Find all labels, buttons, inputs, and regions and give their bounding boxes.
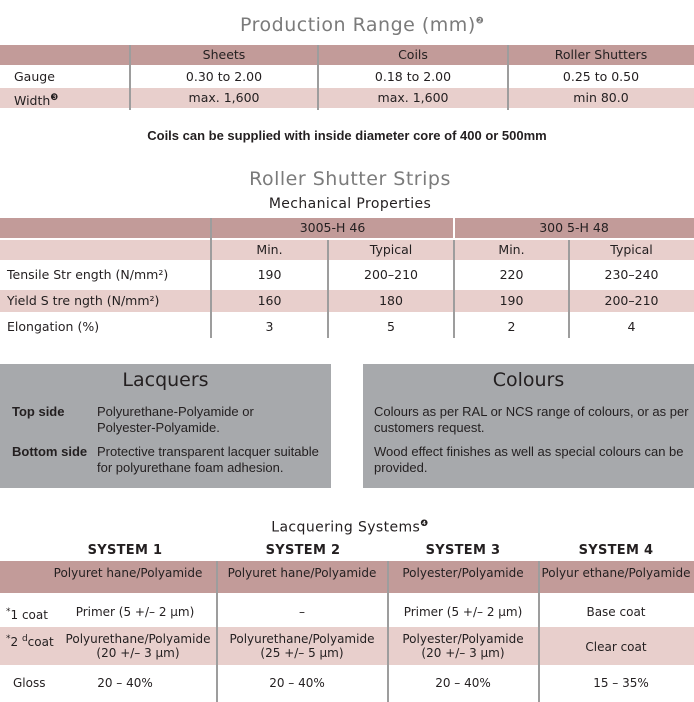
strips-divider-3 <box>453 240 455 338</box>
strips-group-2: 300 5-H 48 <box>539 220 609 235</box>
colours-para-1-line-1: Colours as per RAL or NCS range of colours, or as per <box>374 404 689 419</box>
system-2-gloss: 20 – 40% <box>269 676 325 690</box>
systems-row1-label-text: 1 coat <box>10 608 48 622</box>
lacquers-bottom-line-2: for polyurethane foam adhesion. <box>97 460 284 475</box>
strips-sub-typ-1: Typical <box>369 242 413 257</box>
production-title <box>240 14 484 36</box>
production-col-sheets: Sheets <box>202 47 246 62</box>
strips-elong-v1: 3 <box>265 319 274 334</box>
production-row-gauge-label: Gauge <box>14 69 55 84</box>
system-3-coat2 <box>388 632 538 660</box>
production-width-text: Width <box>14 93 51 109</box>
strips-title: Roller Shutter Strips <box>249 168 451 190</box>
system-3-header: SYSTEM 3 <box>425 543 501 558</box>
production-divider-2 <box>317 45 319 110</box>
strips-elong-v2: 5 <box>387 319 395 334</box>
systems-divider-1 <box>216 561 218 702</box>
production-width-coils: max. 1,600 <box>377 90 449 105</box>
production-gauge-roller: 0.25 to 0.50 <box>562 69 640 84</box>
systems-divider-2 <box>387 561 389 702</box>
system-1-gloss: 20 – 40% <box>97 676 153 690</box>
strips-tensile-v4: 230–240 <box>604 267 659 282</box>
production-title-note: ❷ <box>475 16 485 27</box>
system-1-coat1: Primer (5 +/– 2 μm) <box>75 605 195 619</box>
strips-divider-2 <box>327 240 329 338</box>
lacquers-bottom-text <box>97 444 329 476</box>
production-width-sheets: max. 1,600 <box>188 90 260 105</box>
system-2-type: Polyuret hane/Polyamide <box>227 566 377 580</box>
production-row-width-label <box>14 91 58 108</box>
systems-title <box>0 519 694 536</box>
colours-para-1-line-2: customers request. <box>374 420 485 435</box>
strips-subtitle: Mechanical Properties <box>268 196 432 212</box>
strips-tensile-v1: 190 <box>257 267 282 282</box>
systems-title-note: ❹ <box>420 519 429 529</box>
systems-title-text: Lacquering Systems <box>271 519 421 536</box>
strips-divider-label <box>210 218 212 338</box>
system-2-header: SYSTEM 2 <box>265 543 341 558</box>
production-col-coils: Coils <box>398 47 428 62</box>
colours-para-2-line-1: Wood effect finishes as well as special colours can be <box>374 444 684 459</box>
lacquers-top-text <box>97 404 329 436</box>
strips-yield-v3: 190 <box>499 293 524 308</box>
system-3-coat2-line-2: (20 +/– 3 μm) <box>421 646 505 660</box>
system-3-coat2-line-1: Polyester/Polyamide <box>402 632 524 646</box>
strips-tensile-v3: 220 <box>499 267 524 282</box>
production-gauge-sheets: 0.30 to 2.00 <box>185 69 263 84</box>
system-1-coat2-line-1: Polyurethane/Polyamide <box>65 632 211 646</box>
system-2-coat2-line-1: Polyurethane/Polyamide <box>229 632 375 646</box>
system-1-header: SYSTEM 1 <box>87 543 163 558</box>
system-4-coat2: Clear coat <box>585 640 647 654</box>
lacquers-bottom-line-1: Protective transparent lacquer suitable <box>97 444 319 459</box>
strips-divider-4 <box>568 240 570 338</box>
strips-sub-typ-2: Typical <box>610 242 653 257</box>
system-3-type: Polyester/Polyamide <box>402 566 524 580</box>
system-4-gloss: 15 – 35% <box>593 676 649 690</box>
lacquers-bottom-label: Bottom side <box>12 444 88 459</box>
strips-divider-group-w <box>453 218 455 238</box>
system-2-coat1: – <box>299 605 305 619</box>
lacquers-top-label: Top side <box>12 404 65 419</box>
system-4-coat1: Base coat <box>586 605 646 619</box>
lacquers-box <box>0 364 331 488</box>
colours-para-2-line-2: provided. <box>374 460 428 475</box>
system-1-coat2-line-2: (20 +/– 3 μm) <box>96 646 180 660</box>
colours-title: Colours <box>492 369 565 391</box>
systems-row2-mark: * <box>6 634 11 644</box>
lacquers-top-line-2: Polyester-Polyamide. <box>97 420 220 435</box>
production-width-note: ❸ <box>50 93 59 103</box>
strips-yield-v1: 160 <box>257 293 282 308</box>
systems-row1-label <box>6 605 48 622</box>
strips-elong-v3: 2 <box>507 319 516 334</box>
system-2-coat2-line-2: (25 +/– 5 μm) <box>260 646 344 660</box>
colours-box <box>363 364 694 488</box>
colours-para-1 <box>374 404 692 436</box>
systems-gloss-label: Gloss <box>13 676 46 690</box>
systems-row2-mark2: d <box>21 634 28 644</box>
strips-yield-v4: 200–210 <box>604 293 659 308</box>
strips-sub-min-1: Min. <box>256 242 283 257</box>
system-3-coat1: Primer (5 +/– 2 μm) <box>403 605 523 619</box>
production-divider-3 <box>507 45 509 110</box>
systems-divider-3 <box>538 561 540 702</box>
lacquers-title: Lacquers <box>122 369 209 391</box>
production-width-roller: min 80.0 <box>573 90 629 105</box>
system-3-gloss: 20 – 40% <box>435 676 491 690</box>
colours-para-2 <box>374 444 692 476</box>
strips-yield-v2: 180 <box>379 293 403 308</box>
strips-tensile-label: Tensile Str ength (N/mm²) <box>7 267 169 282</box>
strips-elong-v4: 4 <box>627 319 636 334</box>
production-title-text: Production Range (mm) <box>240 14 476 36</box>
coil-note: Coils can be supplied with inside diameter core of 400 or 500mm <box>147 128 547 143</box>
systems-row1-mark: * <box>6 607 11 617</box>
strips-yield-label: Yield S tre ngth (N/mm²) <box>7 293 160 308</box>
strips-group-1: 3005-H 46 <box>299 220 366 235</box>
production-gauge-coils: 0.18 to 2.00 <box>374 69 452 84</box>
system-1-coat2 <box>58 632 218 660</box>
strips-sub-min-2: Min. <box>498 242 525 257</box>
system-1-type: Polyuret hane/Polyamide <box>53 566 203 580</box>
system-2-coat2 <box>216 632 388 660</box>
strips-tensile-v2: 200–210 <box>364 267 418 282</box>
systems-row2-label-head: 2 <box>10 635 22 649</box>
system-4-type: Polyur ethane/Polyamide <box>541 566 691 580</box>
strips-elong-label: Elongation (%) <box>7 319 100 334</box>
systems-row2-label-tail: coat <box>27 635 54 649</box>
lacquers-top-line-1: Polyurethane-Polyamide or <box>97 404 254 419</box>
systems-row2-label <box>6 632 54 649</box>
production-col-roller: Roller Shutters <box>554 47 648 62</box>
production-divider-1 <box>129 45 131 110</box>
system-4-header: SYSTEM 4 <box>578 543 654 558</box>
